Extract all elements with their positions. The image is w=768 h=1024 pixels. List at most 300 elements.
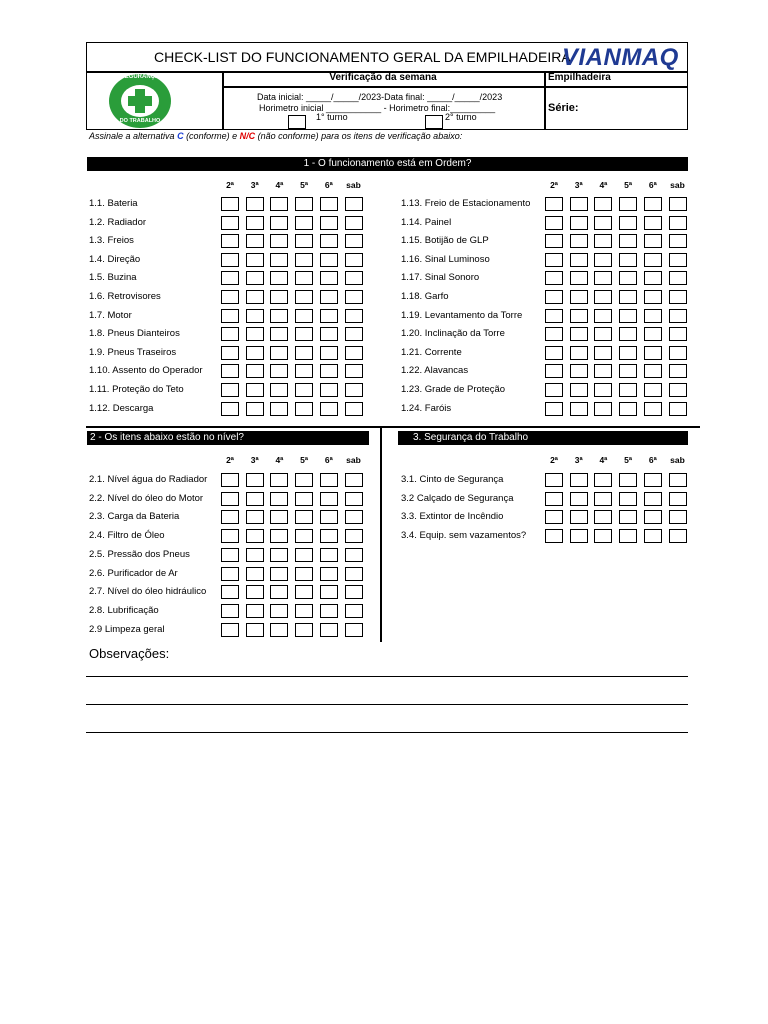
section1-item-checkbox[interactable] [345,383,363,397]
section3-item-label: 3.4. Equip. sem vazamentos? [401,530,527,542]
section1-item-checkbox[interactable] [644,383,662,397]
section2-item-checkbox[interactable] [246,529,264,543]
section1-item-checkbox[interactable] [221,234,239,248]
section1-item-checkbox[interactable] [270,234,288,248]
section2-item-checkbox[interactable] [246,585,264,599]
section1-item-checkbox[interactable] [570,402,588,416]
section3-item-checkbox[interactable] [545,473,563,487]
section1-item-label: 1.13. Freio de Estacionamento [401,198,531,209]
section3-day-2: 4ª [599,455,608,465]
section2-item-checkbox[interactable] [320,567,338,581]
section1-item-checkbox[interactable] [270,216,288,230]
section1-item-checkbox[interactable] [669,216,687,230]
section1-item-checkbox[interactable] [320,327,338,341]
section2-item-checkbox[interactable] [246,473,264,487]
section1-item-checkbox[interactable] [345,309,363,323]
section1-item-checkbox[interactable] [295,216,313,230]
section1-item-checkbox[interactable] [594,383,612,397]
section2-item-checkbox[interactable] [246,548,264,562]
serie-label: Série: [548,102,579,114]
section2-item-checkbox[interactable] [295,473,313,487]
section2-item-checkbox[interactable] [246,567,264,581]
section1-item-checkbox[interactable] [246,346,264,360]
observations-label: Observações: [89,646,170,661]
section2-item-checkbox[interactable] [320,585,338,599]
section1-item-checkbox[interactable] [570,309,588,323]
section2-item-checkbox[interactable] [270,492,288,506]
section1-item-checkbox[interactable] [669,271,687,285]
section2-day-5: sab [346,455,361,465]
observation-line-1 [86,676,688,677]
shift2-label: 2° turno [445,112,477,122]
section1-item-checkbox[interactable] [545,234,563,248]
section2-item-checkbox[interactable] [221,548,239,562]
section3-item-checkbox[interactable] [619,473,637,487]
section2-item-checkbox[interactable] [295,529,313,543]
section1-item-checkbox[interactable] [619,364,637,378]
section1-item-checkbox[interactable] [594,346,612,360]
section1-item-checkbox[interactable] [270,402,288,416]
section1-item-checkbox[interactable] [246,234,264,248]
section1-item-checkbox[interactable] [619,327,637,341]
section1-right-day-2: 4ª [599,180,608,190]
section2-item-checkbox[interactable] [320,623,338,637]
section3-item-checkbox[interactable] [669,492,687,506]
section1-item-checkbox[interactable] [345,327,363,341]
section1-item-checkbox[interactable] [570,234,588,248]
section2-item-checkbox[interactable] [345,604,363,618]
section3-item-checkbox[interactable] [644,473,662,487]
section2-item-checkbox[interactable] [246,604,264,618]
section3-day-1: 3ª [574,455,583,465]
section-vdivider [380,428,382,642]
section1-item-label: 1.1. Bateria [89,198,138,209]
section1-item-checkbox[interactable] [619,383,637,397]
section1-item-checkbox[interactable] [295,402,313,416]
section2-item-checkbox[interactable] [320,529,338,543]
section1-item-label: 1.15. Botijão de GLP [401,235,489,247]
observation-line-2 [86,704,688,705]
section1-item-checkbox[interactable] [570,216,588,230]
section1-item-checkbox[interactable] [345,197,363,211]
section2-item-checkbox[interactable] [221,585,239,599]
section1-right-day-3: 5ª [624,180,633,190]
section2-item-checkbox[interactable] [270,623,288,637]
section2-item-checkbox[interactable] [270,529,288,543]
section2-item-checkbox[interactable] [345,548,363,562]
section2-item-checkbox[interactable] [270,473,288,487]
section1-item-checkbox[interactable] [295,197,313,211]
section2-item-label: 2.9 Limpeza geral [89,623,165,635]
section2-item-checkbox[interactable] [295,510,313,524]
section1-left-day-2: 4ª [275,180,284,190]
section3-item-checkbox[interactable] [594,473,612,487]
section1-left-day-5: sab [346,180,361,190]
section2-item-checkbox[interactable] [295,548,313,562]
section1-item-checkbox[interactable] [345,216,363,230]
section2-item-checkbox[interactable] [246,623,264,637]
section1-item-checkbox[interactable] [246,253,264,267]
section1-item-checkbox[interactable] [669,346,687,360]
section1-item-checkbox[interactable] [320,197,338,211]
section1-item-checkbox[interactable] [570,253,588,267]
header-subdivider [222,86,688,88]
section1-item-checkbox[interactable] [345,253,363,267]
section1-item-checkbox[interactable] [221,327,239,341]
section2-item-checkbox[interactable] [221,492,239,506]
section2-item-label: 2.8. Lubrificação [89,604,159,616]
section1-item-checkbox[interactable] [345,290,363,304]
section1-item-checkbox[interactable] [644,253,662,267]
section1-item-checkbox[interactable] [570,383,588,397]
section1-left-day-0: 2ª [226,180,234,190]
section1-item-checkbox[interactable] [570,327,588,341]
section1-item-checkbox[interactable] [594,271,612,285]
section2-item-checkbox[interactable] [345,473,363,487]
section1-item-label: 1.9. Pneus Traseiros [89,346,177,358]
section1-item-checkbox[interactable] [295,309,313,323]
section1-left-day-3: 5ª [300,180,309,190]
date-line: Data inicial: _____/_____/2023-Data final: _____/_____/2023 [257,92,503,102]
section1-item-checkbox[interactable] [644,234,662,248]
section1-item-checkbox[interactable] [295,383,313,397]
section1-item-checkbox[interactable] [619,290,637,304]
section1-item-checkbox[interactable] [669,309,687,323]
section1-right-day-0: 2ª [550,180,558,190]
section2-item-checkbox[interactable] [221,529,239,543]
section1-item-checkbox[interactable] [270,290,288,304]
section3-item-label: 3.3. Extintor de Incêndio [401,511,504,523]
section2-item-label: 2.7. Nível do óleo hidráulico [89,586,207,598]
section2-item-checkbox[interactable] [221,623,239,637]
section1-item-checkbox[interactable] [545,383,563,397]
section1-item-checkbox[interactable] [246,364,264,378]
section1-item-checkbox[interactable] [619,234,637,248]
section2-item-checkbox[interactable] [320,473,338,487]
instruction-nc: N/C [239,131,256,141]
section2-day-2: 4ª [275,455,284,465]
section1-item-checkbox[interactable] [221,197,239,211]
section2-item-checkbox[interactable] [221,473,239,487]
section1-item-checkbox[interactable] [619,309,637,323]
section1-item-checkbox[interactable] [570,346,588,360]
section2-item-label: 2.5. Pressão dos Pneus [89,548,190,560]
badge-bottom-text: DO TRABALHO [119,118,161,124]
section1-item-label: 1.24. Faróis [401,402,452,414]
section1-item-checkbox[interactable] [545,216,563,230]
section1-item-checkbox[interactable] [270,197,288,211]
section1-item-checkbox[interactable] [270,346,288,360]
section1-item-checkbox[interactable] [221,383,239,397]
section1-item-checkbox[interactable] [295,234,313,248]
section3-item-checkbox[interactable] [594,510,612,524]
section1-item-checkbox[interactable] [594,309,612,323]
section3-item-checkbox[interactable] [669,510,687,524]
section3-day-0: 2ª [550,455,558,465]
section1-item-checkbox[interactable] [619,271,637,285]
section1-item-label: 1.18. Garfo [401,291,449,302]
section1-item-label: 1.17. Sinal Sonoro [401,272,480,284]
section3-item-checkbox[interactable] [545,529,563,543]
section1-item-checkbox[interactable] [270,309,288,323]
section1-item-checkbox[interactable] [669,327,687,341]
section1-item-label: 1.10. Assento do Operador [89,365,203,377]
section1-item-checkbox[interactable] [320,253,338,267]
section1-item-checkbox[interactable] [594,197,612,211]
section2-item-checkbox[interactable] [345,492,363,506]
section1-item-checkbox[interactable] [221,290,239,304]
section2-item-checkbox[interactable] [295,567,313,581]
section1-item-checkbox[interactable] [570,197,588,211]
section2-item-checkbox[interactable] [320,604,338,618]
section3-item-checkbox[interactable] [545,492,563,506]
section2-item-checkbox[interactable] [320,492,338,506]
section3-item-checkbox[interactable] [644,510,662,524]
section1-item-checkbox[interactable] [594,402,612,416]
section1-item-checkbox[interactable] [246,383,264,397]
section3-item-checkbox[interactable] [570,473,588,487]
section3-day-5: sab [670,455,685,465]
section2-item-checkbox[interactable] [270,510,288,524]
section1-item-checkbox[interactable] [669,402,687,416]
section1-item-label: 1.12. Descarga [89,402,154,414]
section1-item-checkbox[interactable] [221,253,239,267]
section1-item-checkbox[interactable] [295,253,313,267]
section1-item-checkbox[interactable] [295,271,313,285]
section1-item-label: 1.21. Corrente [401,346,462,358]
section2-item-checkbox[interactable] [221,510,239,524]
section1-item-label: 1.11. Proteção do Teto [89,384,184,395]
section1-item-checkbox[interactable] [270,364,288,378]
section2-item-checkbox[interactable] [295,492,313,506]
section1-item-checkbox[interactable] [246,271,264,285]
section2-item-checkbox[interactable] [320,548,338,562]
section1-item-checkbox[interactable] [320,346,338,360]
shift1-checkbox[interactable] [288,115,306,129]
section1-item-checkbox[interactable] [594,234,612,248]
section2-item-checkbox[interactable] [246,492,264,506]
section3-item-checkbox[interactable] [619,529,637,543]
instruction-mid: (conforme) e [183,131,240,141]
section3-day-3: 5ª [624,455,633,465]
section1-item-checkbox[interactable] [320,364,338,378]
section1-item-checkbox[interactable] [246,327,264,341]
section1-item-label: 1.3. Freios [89,235,134,247]
section1-item-checkbox[interactable] [545,402,563,416]
section1-item-checkbox[interactable] [345,234,363,248]
section1-item-checkbox[interactable] [545,364,563,378]
section3-item-checkbox[interactable] [619,492,637,506]
section3-item-label: 3.2 Calçado de Segurança [401,492,514,504]
section3-item-checkbox[interactable] [669,473,687,487]
section1-item-checkbox[interactable] [570,364,588,378]
section1-item-checkbox[interactable] [320,402,338,416]
section3-item-checkbox[interactable] [545,510,563,524]
section1-item-checkbox[interactable] [644,309,662,323]
section1-item-checkbox[interactable] [221,271,239,285]
section1-item-checkbox[interactable] [570,290,588,304]
section1-item-checkbox[interactable] [345,346,363,360]
section2-item-checkbox[interactable] [320,510,338,524]
section1-item-checkbox[interactable] [221,216,239,230]
hour-line: Horimetro inicial ___________ - Horimetro final:_________ [259,103,496,113]
section-divider [86,426,700,428]
section2-item-label: 2.2. Nível do óleo do Motor [89,492,204,504]
shift2-checkbox[interactable] [425,115,443,129]
section2-day-4: 6ª [324,455,333,465]
section1-item-checkbox[interactable] [246,402,264,416]
section1-item-checkbox[interactable] [669,383,687,397]
section3-item-checkbox[interactable] [594,529,612,543]
section3-item-checkbox[interactable] [594,492,612,506]
section1-item-checkbox[interactable] [669,197,687,211]
section3-item-checkbox[interactable] [644,529,662,543]
section1-item-checkbox[interactable] [619,402,637,416]
section1-item-checkbox[interactable] [221,309,239,323]
section2-item-checkbox[interactable] [270,548,288,562]
section3-item-checkbox[interactable] [570,529,588,543]
section1-item-checkbox[interactable] [669,364,687,378]
section1-item-label: 1.19. Levantamento da Torre [401,309,523,321]
section1-item-checkbox[interactable] [644,290,662,304]
section1-item-checkbox[interactable] [221,364,239,378]
section1-item-checkbox[interactable] [345,402,363,416]
section1-item-checkbox[interactable] [545,346,563,360]
section2-item-checkbox[interactable] [270,585,288,599]
instruction-pre: Assinale a alternativa [89,131,178,141]
section1-item-checkbox[interactable] [545,290,563,304]
section2-item-checkbox[interactable] [345,567,363,581]
section1-item-checkbox[interactable] [594,290,612,304]
section2-item-checkbox[interactable] [345,623,363,637]
section1-item-checkbox[interactable] [644,327,662,341]
section2-item-checkbox[interactable] [246,510,264,524]
section1-item-label: 1.6. Retrovisores [89,291,161,302]
section1-item-checkbox[interactable] [594,364,612,378]
section1-item-checkbox[interactable] [669,253,687,267]
section1-item-checkbox[interactable] [320,309,338,323]
section1-item-label: 1.7. Motor [89,309,132,321]
section1-item-checkbox[interactable] [295,327,313,341]
section2-item-checkbox[interactable] [295,585,313,599]
observation-line-3 [86,732,688,733]
section1-item-checkbox[interactable] [545,327,563,341]
section1-item-checkbox[interactable] [545,197,563,211]
section2-item-label: 2.4. Filtro de Óleo [89,530,165,542]
section2-item-checkbox[interactable] [345,585,363,599]
section1-item-checkbox[interactable] [246,309,264,323]
section1-item-checkbox[interactable] [345,271,363,285]
section2-item-checkbox[interactable] [295,623,313,637]
section1-left-day-1: 3ª [250,180,259,190]
section1-item-checkbox[interactable] [270,271,288,285]
section1-item-checkbox[interactable] [644,402,662,416]
section1-item-checkbox[interactable] [295,346,313,360]
section1-item-label: 1.16. Sinal Luminoso [401,253,490,265]
section2-item-label: 2.6. Purificador de Ar [89,567,178,579]
section2-item-checkbox[interactable] [270,604,288,618]
section1-item-checkbox[interactable] [246,197,264,211]
section1-item-checkbox[interactable] [669,234,687,248]
section1-item-label: 1.23. Grade de Proteção [401,384,506,395]
section1-item-checkbox[interactable] [644,271,662,285]
section2-item-label: 2.1. Nível água do Radiador [89,474,208,485]
section1-item-checkbox[interactable] [320,271,338,285]
section1-item-checkbox[interactable] [594,327,612,341]
section1-item-checkbox[interactable] [270,253,288,267]
section3-item-checkbox[interactable] [570,492,588,506]
section1-item-label: 1.22. Alavancas [401,365,469,377]
section2-item-checkbox[interactable] [221,604,239,618]
section1-item-checkbox[interactable] [594,253,612,267]
section2-item-checkbox[interactable] [345,529,363,543]
badge-top-text: SEGURANÇA [120,74,160,80]
section1-item-checkbox[interactable] [619,197,637,211]
section3-title: 3. Segurança do Trabalho [398,431,688,445]
section2-title: 2 - Os itens abaixo estão no nível? [87,431,369,445]
section1-item-checkbox[interactable] [619,253,637,267]
section2-day-1: 3ª [250,455,259,465]
section1-item-label: 1.2. Radiador [89,216,147,228]
instruction-post: (não conforme) para os itens de verificação abaixo: [255,131,463,141]
section1-item-checkbox[interactable] [619,216,637,230]
instruction-text [89,131,462,141]
section1-item-checkbox[interactable] [320,216,338,230]
section1-item-checkbox[interactable] [619,346,637,360]
section1-item-checkbox[interactable] [594,216,612,230]
section1-item-checkbox[interactable] [246,216,264,230]
week-label: Verificação da semana [329,72,437,83]
section3-day-4: 6ª [648,455,657,465]
section1-item-checkbox[interactable] [295,290,313,304]
section2-item-checkbox[interactable] [295,604,313,618]
section1-item-checkbox[interactable] [221,402,239,416]
section1-item-checkbox[interactable] [669,290,687,304]
section1-left-day-4: 6ª [324,180,333,190]
section1-item-checkbox[interactable] [320,290,338,304]
section1-item-label: 1.20. Inclinação da Torre [401,328,505,340]
section1-item-checkbox[interactable] [270,327,288,341]
section3-item-checkbox[interactable] [570,510,588,524]
section1-item-checkbox[interactable] [246,290,264,304]
section1-item-label: 1.5. Buzina [89,272,137,284]
section2-item-checkbox[interactable] [221,567,239,581]
section3-item-checkbox[interactable] [619,510,637,524]
section1-item-checkbox[interactable] [644,364,662,378]
section1-item-checkbox[interactable] [295,364,313,378]
section1-item-checkbox[interactable] [570,271,588,285]
section1-item-checkbox[interactable] [644,197,662,211]
section1-item-checkbox[interactable] [320,383,338,397]
section3-item-checkbox[interactable] [644,492,662,506]
header-vdivider-2 [544,71,546,130]
shift1-label: 1° turno [316,112,348,122]
section1-item-checkbox[interactable] [221,346,239,360]
section1-item-checkbox[interactable] [545,253,563,267]
section1-item-checkbox[interactable] [545,271,563,285]
section1-item-checkbox[interactable] [320,234,338,248]
section1-item-checkbox[interactable] [270,383,288,397]
section1-item-checkbox[interactable] [545,309,563,323]
section1-item-checkbox[interactable] [644,346,662,360]
section3-item-checkbox[interactable] [669,529,687,543]
section1-item-label: 1.4. Direção [89,253,141,265]
section2-item-checkbox[interactable] [345,510,363,524]
section1-item-checkbox[interactable] [644,216,662,230]
section2-item-checkbox[interactable] [270,567,288,581]
machine-label: Empilhadeira [548,72,611,83]
section1-item-checkbox[interactable] [345,364,363,378]
